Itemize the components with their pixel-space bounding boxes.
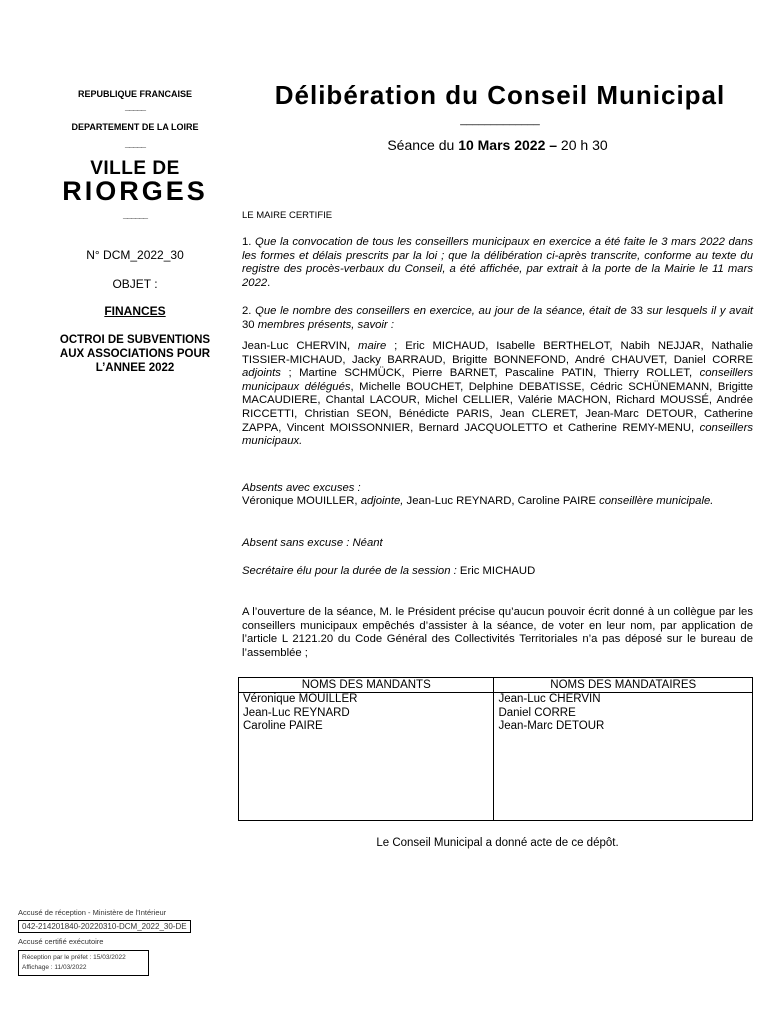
column-header-mandants: NOMS DES MANDANTS [239, 678, 494, 693]
role-label: adjoints [242, 367, 281, 380]
role-label: adjointe, [360, 495, 404, 507]
paragraph-ouverture: A l’ouverture de la séance, M. le Président précise qu’aucun pouvoir écrit donné à un collègue par les conseillers municipaux empêchés d’assister à la séance, de voter en leur nom, par application de l’article L 2121.20 du Code Général des Collectivités Territoriales n’a pas déposé sur le bureau de l’assemblée ; [242, 606, 753, 659]
secretaire-name: Eric MICHAUD [456, 565, 536, 577]
commune-name: RIORGES [62, 176, 208, 206]
list-item: Véronique MOUILLER [243, 693, 358, 705]
list-item: Daniel CORRE [498, 706, 576, 719]
mandats-table [238, 677, 753, 821]
objet-title-line: AUX ASSOCIATIONS POUR [59, 348, 211, 360]
absent-sans-excuse: Absent sans excuse : Néant [242, 537, 383, 549]
paragraph-number: 1. [242, 236, 256, 248]
conseillers-count: 33 [626, 305, 647, 317]
maire-certifie: LE MAIRE CERTIFIE [242, 210, 333, 221]
separator: ______ [122, 210, 148, 220]
departement: DEPARTEMENT DE LA LOIRE [71, 122, 199, 132]
seance-date: 10 Mars 2022 – [458, 137, 558, 153]
presents-text: , Michelle BOUCHET, Delphine DEBATISSE, Cédric SCHÜNEMANN, Brigitte MACAUDIERE, Chantal LACOUR, Michel CELLIER, Valérie MACHON, Richard MOUSSÉ, Andrée RICCETTI, Christian SEON, Bénédicte PARIS, Jean CLERET, Jean-Marc DETOUR, Catherine ZAPPA, Vincent MOISSONNIER, Bernard JACQUOLETTO et Catherine REMY-MENU, [242, 380, 753, 434]
seance-time: 20 h 30 [557, 137, 608, 153]
objet-title-line: L’ANNEE 2022 [95, 362, 175, 374]
secretaire-line [242, 565, 753, 579]
objet-title-line: OCTROI DE SUBVENTIONS [59, 334, 211, 346]
list-item: Jean-Luc CHERVIN [498, 693, 601, 705]
absent-name: Jean-Luc REYNARD, Caroline PAIRE [403, 495, 600, 507]
list-item: Jean-Marc DETOUR [498, 720, 605, 733]
list-item: Caroline PAIRE [243, 720, 323, 733]
role-label: conseillers municipaux délégués [242, 367, 753, 393]
paragraph-convocation [242, 236, 753, 290]
document-title: Délibération du Conseil Municipal [274, 80, 726, 110]
presents-text: Jean-Luc CHERVIN, [242, 340, 359, 352]
role-label: conseillère municipale. [599, 495, 714, 507]
objet-title [40, 333, 230, 375]
list-item: Jean-Luc REYNARD [243, 706, 350, 719]
stamp-executoire: Accusé certifié exécutoire [18, 937, 104, 946]
secretaire-label: Secrétaire élu pour la durée de la session : [242, 565, 457, 577]
table-row [239, 693, 753, 821]
separator: _____ [124, 139, 146, 149]
paragraph-number: 2. [242, 305, 256, 317]
mandataires-cell [494, 693, 753, 821]
paragraph-quorum [242, 305, 753, 332]
acte-statement: Le Conseil Municipal a donné acte de ce dépôt. [376, 837, 619, 849]
republique-francaise: REPUBLIQUE FRANCAISE [77, 89, 192, 99]
role-label: conseillers municipaux. [242, 421, 753, 448]
stamp-id: 042-214201840-20220310-DCM_2022_30-DE [18, 920, 191, 933]
stamp-header: Accusé de réception - Ministère de l'Intérieur [18, 908, 167, 917]
separator: _____ [124, 102, 146, 112]
stamp-reception: Réception par le préfet : 15/03/2022 [22, 954, 126, 961]
absents-title: Absents avec excuses : [242, 482, 361, 494]
stamp-affichage: Affichage : 11/03/2022 [22, 964, 87, 971]
mandants-cell [239, 693, 494, 821]
column-header-mandataires: NOMS DES MANDATAIRES [494, 678, 753, 693]
role-label: maire [358, 340, 387, 352]
presents-text: ; Eric MICHAUD, Isabelle BERTHELOT, Nabih NEJJAR, Nathalie TISSIER-MICHAUD, Jacky BARRAUD, Brigitte BONNEFOND, André CHAUVET, Daniel CORRE [242, 340, 754, 366]
seance-line [240, 137, 755, 153]
presents-list [242, 340, 753, 449]
ville-de: VILLE DE [90, 158, 180, 179]
absents-list [242, 495, 753, 509]
quorum-text: membres présents, savoir : [257, 318, 394, 331]
presents-count: 30 [242, 318, 258, 331]
quorum-text: sur lesquels il y avait [646, 305, 754, 317]
presents-text: ; Martine SCHMÜCK, Pierre BARNET, Pascaline PATIN, Thierry ROLLET, [280, 367, 700, 380]
title-separator: _____________ [460, 114, 540, 126]
table-header-row [239, 678, 753, 693]
convocation-text: Que la convocation de tous les conseillers municipaux en exercice a été faite le 3 mars 2022 dans les formes et délais prescrits par la loi ; que la délibération ci-après transcrite, conforme au texte du registre des procès-verbaux du Conseil, a été affichée, par extrait à la porte de la Mairie le 11 mars 2022 [242, 236, 753, 289]
objet-label: OBJET : [112, 277, 158, 291]
deliberation-number: N° DCM_2022_30 [86, 248, 184, 262]
finances-label: FINANCES [104, 304, 166, 318]
absent-name: Véronique MOUILLER, [242, 495, 361, 507]
stamp-dates [18, 950, 149, 976]
period: . [267, 276, 271, 289]
seance-prefix: Séance du [387, 137, 459, 153]
quorum-text: Que le nombre des conseillers en exercice, au jour de la séance, était de [255, 305, 627, 317]
